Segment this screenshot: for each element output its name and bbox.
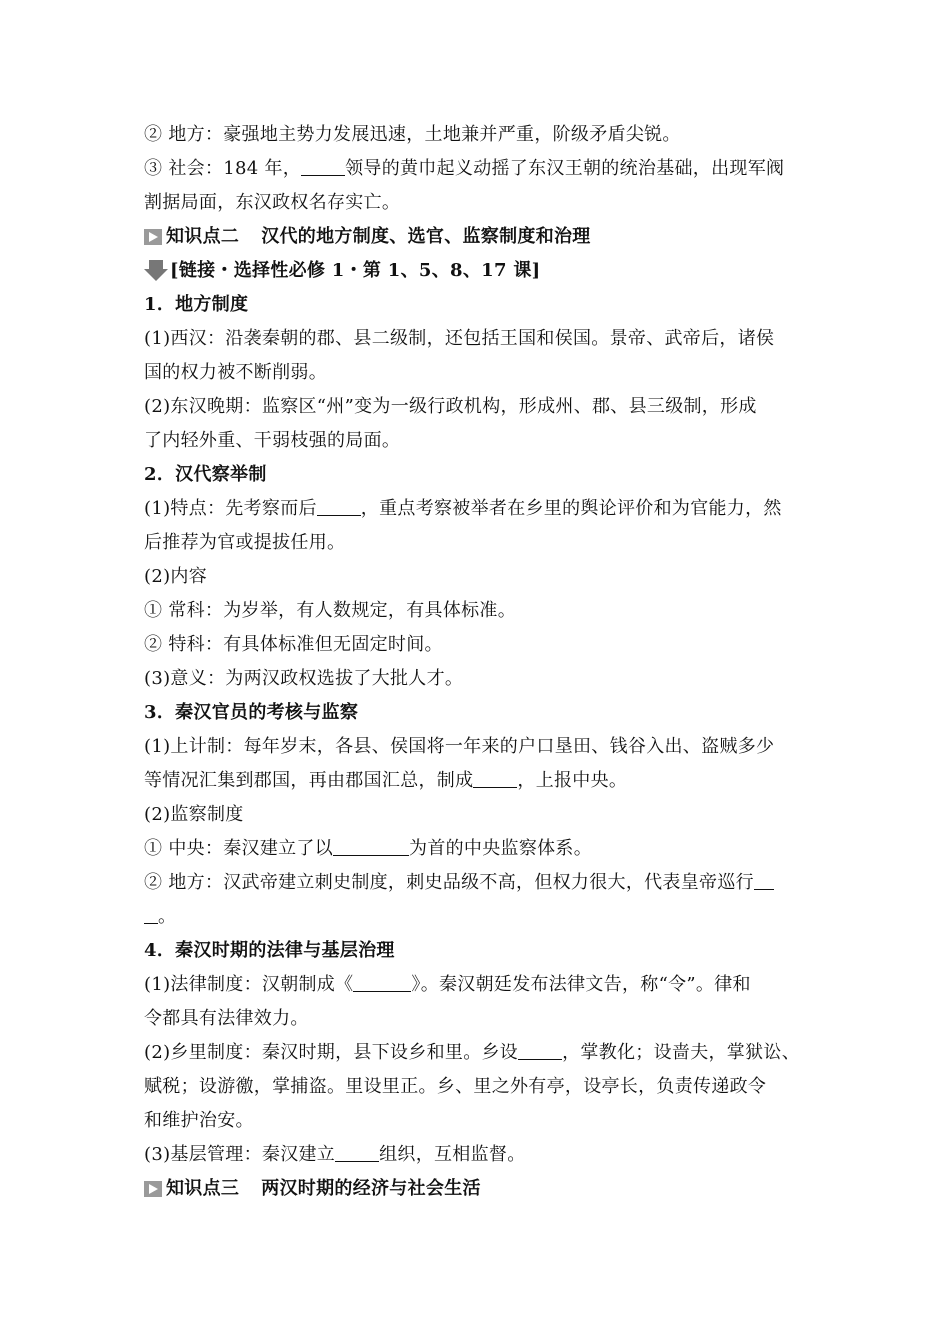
text-line (144, 1070, 824, 1104)
text-line (144, 798, 824, 832)
down-arrow-icon (144, 260, 168, 282)
text: ② 地方：豪强地主势力发展迅速，土地兼并严重，阶级矛盾尖锐。 (144, 124, 681, 145)
text: (3)基层管理：秦汉建立 (144, 1144, 336, 1165)
text-line (144, 730, 824, 764)
text: 后推荐为官或提拔任用。 (144, 532, 346, 553)
link-reference (144, 254, 824, 288)
text: 1．地方制度 (144, 294, 249, 315)
text-line (144, 594, 824, 628)
heading-title: 汉代的地方制度、选官、监察制度和治理 (261, 226, 591, 247)
text: 组织，互相监督。 (379, 1144, 526, 1165)
text: ② 地方：汉武帝建立刺史制度，刺史品级不高，但权力很大，代表皇帝巡行 (144, 872, 754, 893)
fill-blank (518, 1041, 562, 1060)
text-line (144, 900, 824, 934)
text-line (144, 560, 824, 594)
text: (2)东汉晚期：监察区“州”变为一级行政机构，形成州、郡、县三级制，形成 (144, 396, 757, 417)
text: 。 (158, 906, 177, 927)
text-line (144, 390, 824, 424)
text-line (144, 322, 824, 356)
text: 3．秦汉官员的考核与监察 (144, 702, 359, 723)
fill-blank (353, 973, 411, 992)
heading-title: 两汉时期的经济与社会生活 (261, 1178, 481, 1199)
section-heading (144, 696, 824, 730)
text: 赋税；设游徼，掌捕盗。里设里正。乡、里之外有亭，设亭长，负责传递政令 (144, 1076, 767, 1097)
text-line (144, 968, 824, 1002)
text: (1)法律制度：汉朝制成《 (144, 974, 354, 995)
text: 国的权力被不断削弱。 (144, 362, 327, 383)
text-line (144, 628, 824, 662)
text: ① 常科：为岁举，有人数规定，有具体标准。 (144, 600, 517, 621)
text: 等情况汇集到郡国，再由郡国汇总，制成 (144, 770, 474, 791)
text-line (144, 1002, 824, 1036)
text-line (144, 186, 824, 220)
text: 领导的黄巾起义动摇了东汉王朝的统治基础，出现军阀 (345, 158, 785, 179)
text: (2)内容 (144, 566, 207, 587)
section-heading (144, 288, 824, 322)
fill-blank (144, 905, 158, 924)
knowledge-point-heading (144, 220, 824, 254)
text: 4．秦汉时期的法律与基层治理 (144, 940, 395, 961)
link-text: [链接・选择性必修 1・第 1、5、8、17 课] (170, 260, 541, 281)
text-line (144, 356, 824, 390)
text-line (144, 1138, 824, 1172)
text: ② 特科：有具体标准但无固定时间。 (144, 634, 443, 655)
text-line (144, 1036, 824, 1070)
document-page (144, 118, 824, 1206)
text-line (144, 1104, 824, 1138)
text-line (144, 118, 824, 152)
knowledge-point-heading (144, 1172, 824, 1206)
text-line (144, 832, 824, 866)
text-line (144, 764, 824, 798)
fill-blank (473, 769, 517, 788)
text: 了内轻外重、干弱枝强的局面。 (144, 430, 401, 451)
fill-blank (754, 871, 774, 890)
text: (2)乡里制度：秦汉时期，县下设乡和里。乡设 (144, 1042, 519, 1063)
text: (2)监察制度 (144, 804, 244, 825)
text-line (144, 662, 824, 696)
text: ，重点考察被举者在乡里的舆论评价和为官能力，然 (360, 498, 782, 519)
text: ，上报中央。 (517, 770, 628, 791)
text: ① 中央：秦汉建立了以 (144, 838, 334, 859)
fill-blank (333, 837, 409, 856)
text-line (144, 424, 824, 458)
text: 令都具有法律效力。 (144, 1008, 309, 1029)
text: ③ 社会：184 年， (144, 158, 302, 179)
text: 为首的中央监察体系。 (409, 838, 593, 859)
play-triangle-icon (144, 229, 162, 245)
text: (1)西汉：沿袭秦朝的郡、县二级制，还包括王国和侯国。景帝、武帝后，诸侯 (144, 328, 775, 349)
text: (3)意义：为两汉政权选拔了大批人才。 (144, 668, 464, 689)
section-heading (144, 934, 824, 968)
text-line (144, 526, 824, 560)
text: (1)上计制：每年岁末，各县、侯国将一年来的户口垦田、钱谷入出、盗贼多少 (144, 736, 775, 757)
text-line (144, 866, 824, 900)
text: 割据局面，东汉政权名存实亡。 (144, 192, 401, 213)
fill-blank (301, 157, 345, 176)
heading-label: 知识点三 (166, 1178, 240, 1199)
text-line (144, 152, 824, 186)
text: 和维护治安。 (144, 1110, 254, 1131)
play-triangle-icon (144, 1181, 162, 1197)
fill-blank (317, 497, 361, 516)
text: 》。秦汉朝廷发布法律文告，称“令”。律和 (411, 974, 751, 995)
text-line (144, 492, 824, 526)
section-heading (144, 458, 824, 492)
heading-label: 知识点二 (166, 226, 240, 247)
text: ，掌教化；设啬夫，掌狱讼、 (562, 1042, 801, 1063)
text: (1)特点：先考察而后 (144, 498, 317, 519)
fill-blank (335, 1143, 379, 1162)
text: 2．汉代察举制 (144, 464, 267, 485)
